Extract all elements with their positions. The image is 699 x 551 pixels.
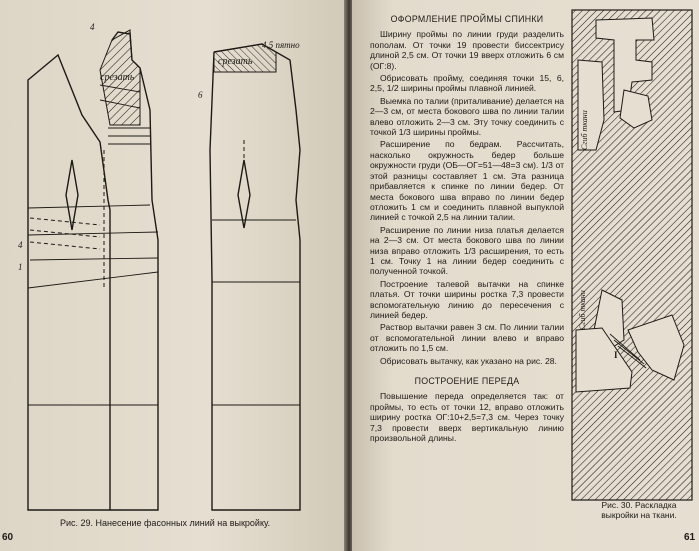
label-top-mark-front: 4 (90, 22, 95, 32)
label-back-side-mark: 6 (198, 90, 203, 100)
pattern-drawing-fig29 (0, 0, 346, 551)
paragraph: Расширение по бедрам. Рассчитать, насколько окружность бедер больше окружности груди (ОБ—ОГ=51—48=3 см). 1/3 от этой разницы составляет 1 см. Эта разница прибавляется к спинке по линии бедер. От места бокового шва вправо по линии бедер отложить 1 см и соединить плавной выпуклой линией с точкой 2,5 на линии талии. (370, 139, 564, 223)
paragraph: Повышение переда определяется так: от проймы, то есть от точки 12, вправо отложить ширину ростка ОГ:10+2,5=7,3 см. Через точку 7,3 провести вверх вертикальную линию произвольной длины. (370, 391, 564, 444)
label-piece-mark: I (614, 350, 618, 360)
paragraph: Обрисовать вытачку, как указано на рис. 28. (380, 355, 557, 366)
left-page (0, 0, 346, 551)
section-title-armhole: ОФОРМЛЕНИЕ ПРОЙМЫ СПИНКИ (390, 14, 544, 24)
label-dim-b: 1 (18, 262, 23, 272)
figure-30-caption: Рис. 30. Раскладка выкройки на ткани. (601, 500, 677, 520)
page-number-left: 60 (2, 532, 14, 543)
figure-29-caption: Рис. 29. Нанесение фасонных линий на выкройку. (60, 518, 271, 528)
paragraph: Расширение по линии низа платья делается на 2—3 см. От места бокового шва по линии низа вправо отложить 1/3 расширения, то есть 1 см. Точку 1 на линии бедер соединить с полученной точкой. (370, 224, 564, 277)
section-title-front: ПОСТРОЕНИЕ ПЕРЕДА (414, 376, 520, 386)
layout-drawing-fig30 (352, 0, 699, 551)
paragraph: Ширину проймы по линии груди разделить пополам. От точки 19 провести биссектрису длиной 2,5 см. От точки 19 вверх отложить 6 см (ОГ:8). (370, 29, 564, 71)
paragraph: Раствор вытачки равен 3 см. По линии талии от вспомогательной линии влево и вправо отложить по 1,5 см. (370, 322, 564, 354)
back-pattern-piece (210, 44, 300, 510)
paragraph: Обрисовать пройму, соединяя точки 15, 6, 2,5, 1/2 ширины проймы плавной линией. (370, 73, 564, 94)
label-fabric-fold: Сгиб ткани (580, 110, 589, 150)
label-top-mark-back: 4,5 пятно (262, 40, 300, 50)
label-fabric-fold-2: Сгиб ткани (578, 290, 587, 330)
paragraph: Выемка по талии (приталивание) делается на 2—3 см, от места бокового шва по линии талии влево отложить 2—3 см. Эту точку соединить с точкой 1/3 ширины проймы. (370, 95, 565, 138)
label-cut-front: срезать (100, 72, 135, 83)
front-pattern-piece (28, 30, 158, 510)
paragraph: Построение талевой вытачки на спинке платья. От точки ширины ростка 7,3 провести вспомогательную линию до пересечения с линией бедер. (370, 278, 564, 320)
label-cut-back: срезать (218, 56, 253, 67)
label-dim-a: 4 (18, 240, 23, 250)
right-page (352, 0, 699, 551)
page-number-right: 61 (684, 532, 696, 543)
